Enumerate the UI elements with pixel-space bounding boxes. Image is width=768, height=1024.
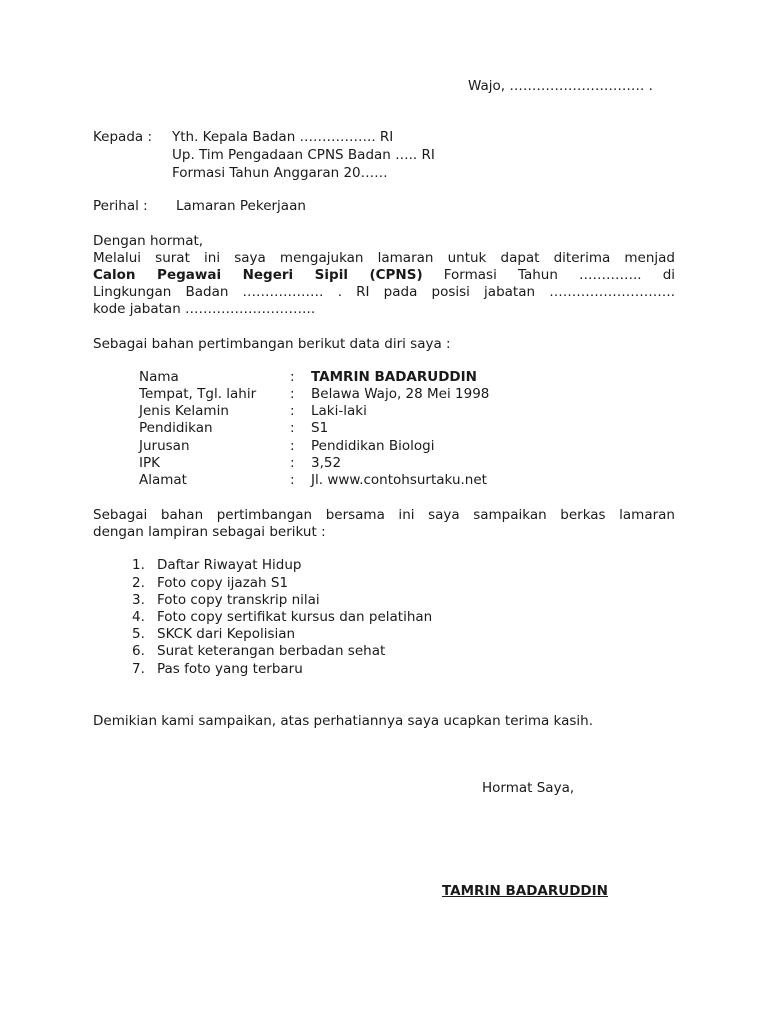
paragraph-1-line-4: kode jabatan ………………………..	[93, 301, 316, 317]
list-item: 6. Surat keterangan berbadan sehat	[132, 643, 386, 659]
paragraph-1-line-2: Calon Pegawai Negeri Sipil (CPNS) Formasi Tahun ………….. di	[93, 267, 676, 283]
list-item: 4. Foto copy sertifikat kursus dan pelatihan	[132, 609, 433, 625]
signature-name: TAMRIN BADARUDDIN	[442, 883, 608, 899]
list-item: 3. Foto copy transkrip nilai	[132, 592, 320, 608]
paragraph-1-line-3: Lingkungan Badan ……………… . RI pada posisi jabatan ……………………….	[93, 284, 675, 300]
subject-label: Perihal :	[93, 198, 148, 214]
cpns-bold-text: Calon Pegawai Negeri Sipil (CPNS)	[93, 267, 423, 283]
list-item: 5. SKCK dari Kepolisian	[132, 626, 296, 642]
personal-data-intro: Sebagai bahan pertimbangan berikut data diri saya :	[93, 336, 451, 352]
recipient-line-3: Formasi Tahun Anggaran 20……	[172, 165, 388, 181]
attachments-intro-line-2: dengan lampiran sebagai berikut :	[93, 524, 326, 540]
list-item: 2. Foto copy ijazah S1	[132, 575, 289, 591]
recipient-label: Kepada :	[93, 129, 153, 145]
subject-value: Lamaran Pekerjaan	[176, 198, 306, 214]
list-item: 1. Daftar Riwayat Hidup	[132, 557, 302, 573]
attachments-intro-line-1: Sebagai bahan pertimbangan bersama ini saya sampaikan berkas lamaran	[93, 507, 675, 523]
signature-salutation: Hormat Saya,	[482, 780, 575, 796]
recipient-line-1: Yth. Kepala Badan …………….. RI	[172, 129, 394, 145]
list-item: 7. Pas foto yang terbaru	[132, 661, 303, 677]
paragraph-1-line-1: Melalui surat ini saya mengajukan lamaran untuk dapat diterima menjad	[93, 250, 675, 266]
greeting: Dengan hormat,	[93, 233, 204, 249]
place-date: Wajo, ………………………… .	[468, 78, 653, 94]
recipient-line-2: Up. Tim Pengadaan CPNS Badan ….. RI	[172, 147, 435, 163]
closing-sentence: Demikian kami sampaikan, atas perhatiannya saya ucapkan terima kasih.	[93, 713, 594, 729]
